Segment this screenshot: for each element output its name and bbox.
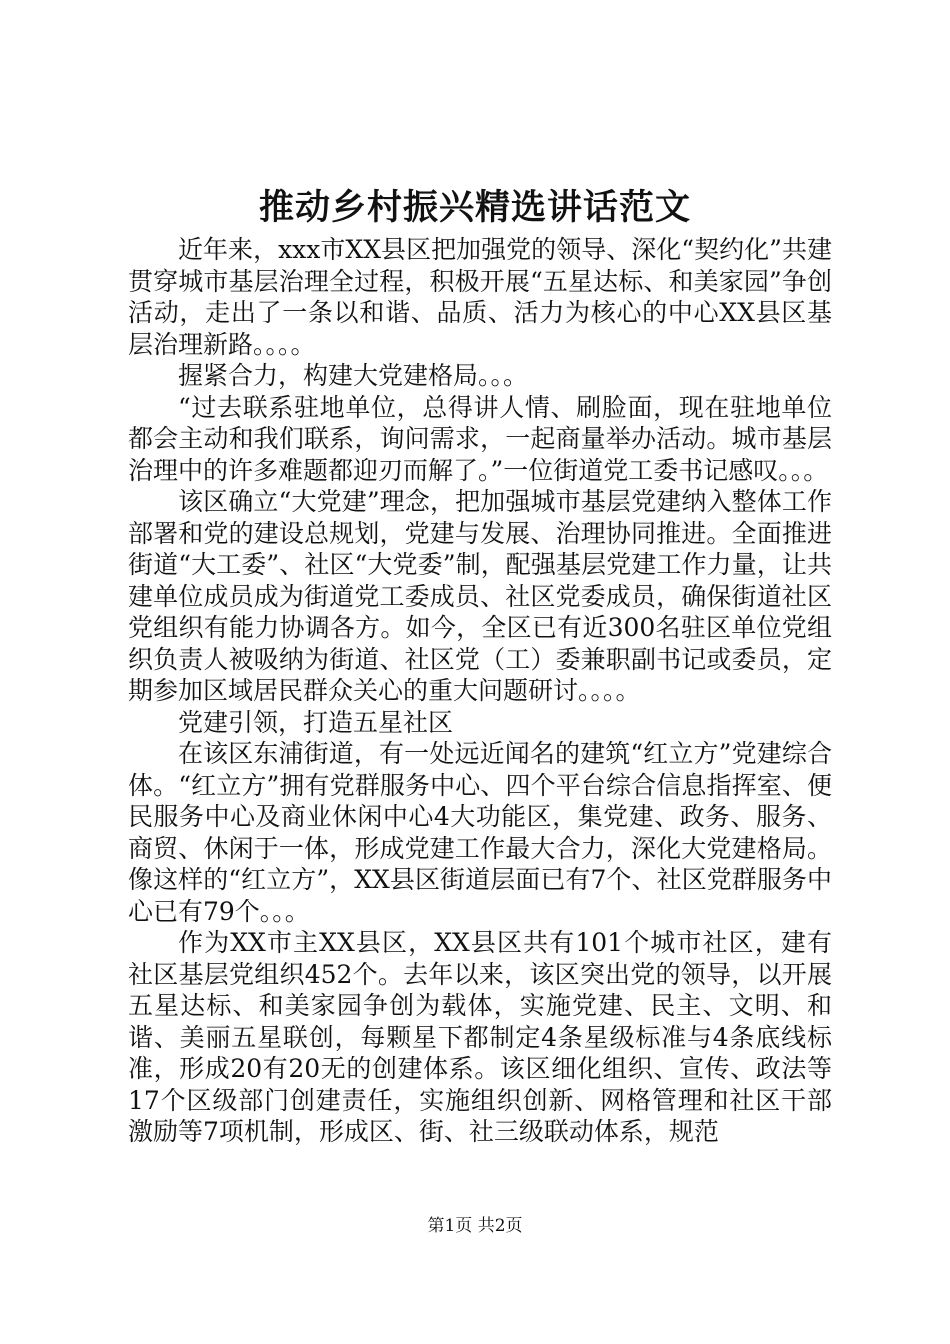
page-title: 推动乡村振兴精选讲话范文	[258, 187, 691, 228]
paragraph: 作为XX市主XX县区，XX县区共有101个城市社区，建有社区基层党组织452个。去年以来，该区突出党的领导，以开展五星达标、和美家园争创为载体，实施党建、民主、文明、和谐、美丽五星联创，每颗星下都制定4条星级标准与4条底线标准，形成20有20无的创建体系。该区细化组织、宣传、政法等17个区级部门创建责任，实施组织创新、网格管理和社区干部激励等7项机制，形成区、街、社三级联动体系，规范	[128, 928, 832, 1146]
section-heading: 握紧合力，构建大党建格局。。。	[178, 361, 529, 390]
paragraph: “过去联系驻地单位，总得讲人情、刷脸面，现在驻地单位都会主动和我们联系，询问需求，一起商量举办活动。城市基层治理中的许多难题都迎刃而解了。”一位街道党工委书记感叹。。。	[128, 392, 832, 485]
section-heading: 党建引领，打造五星社区	[178, 707, 454, 737]
page-footer: 第1页 共2页	[427, 1216, 523, 1236]
document-body	[128, 234, 832, 1148]
paragraph: 在该区东浦街道，有一处远近闻名的建筑“红立方”党建综合体。“红立方”拥有党群服务中心、四个平台综合信息指挥室、便民服务中心及商业休闲中心4大功能区，集党建、政务、服务、商贸、休闲于一体，形成党建工作最大合力，深化大党建格局。像这样的“红立方”，XX县区街道层面已有7个、社区党群服务中心已有79个。。。	[128, 739, 832, 926]
paragraph: 该区确立“大党建”理念，把加强城市基层党建纳入整体工作部署和党的建设总规划，党建与发展、治理协同推进。全面推进街道“大工委”、社区“大党委”制，配强基层党建工作力量，让共建单位成员成为街道党工委成员、社区党委成员，确保街道社区党组织有能力协调各方。如今，全区已有近300名驻区单位党组织负责人被吸纳为街道、社区党（工）委兼职副书记或委员，定期参加区域居民群众关心的重大问题研讨。。。。	[128, 487, 832, 705]
paragraph: 近年来，xxx市XX县区把加强党的领导、深化“契约化”共建贯穿城市基层治理全过程，积极开展“五星达标、和美家园”争创活动，走出了一条以和谐、品质、活力为核心的中心XX县区基层治理新路。。。。	[128, 235, 832, 359]
